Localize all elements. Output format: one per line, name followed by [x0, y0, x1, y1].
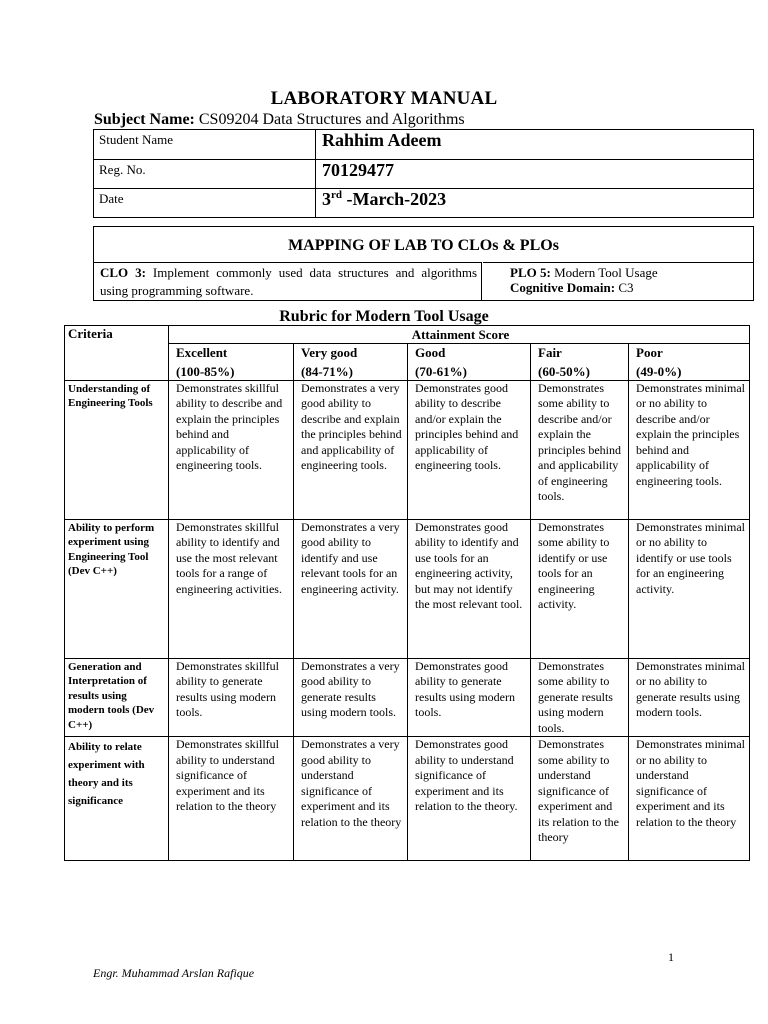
reg-no-row: [94, 160, 754, 189]
level-header-excellent: [169, 343, 294, 380]
table-row: [65, 737, 750, 861]
date-row: [94, 189, 754, 218]
date-ordinal: rd: [331, 189, 342, 201]
level-header-good: [408, 343, 531, 380]
date-day: 3: [322, 189, 331, 209]
rubric-cell: Demonstrates some ability to identify or use tools for an engineering activity.: [531, 519, 629, 658]
mapping-title: MAPPING OF LAB TO CLOs & PLOs: [288, 237, 559, 254]
rubric-cell: Demonstrates minimal or no ability to describe and/or explain the principles behind and applicability of engineering tools.: [629, 380, 750, 519]
cognitive-domain-text: C3: [615, 280, 634, 295]
table-row: [65, 380, 750, 519]
rubric-cell: Demonstrates minimal or no ability to understand significance of experiment and its relation to the theory: [629, 737, 750, 861]
rubric-cell: Demonstrates some ability to understand significance of experiment and its relation to the theory: [531, 737, 629, 861]
reg-no-value: 70129477: [316, 160, 754, 189]
rubric-cell: Demonstrates a very good ability to understand significance of experiment and its relation to the theory: [294, 737, 408, 861]
footer-author: Engr. Muhammad Arslan Rafique: [93, 966, 255, 980]
info-label: Reg. No.: [94, 160, 316, 189]
attainment-score-header: Attainment Score: [169, 326, 750, 344]
page-number: 1: [668, 950, 674, 964]
rubric-cell: Demonstrates good ability to generate results using modern tools.: [408, 658, 531, 737]
cognitive-domain-label: Cognitive Domain:: [510, 280, 616, 295]
level-name: Fair: [538, 344, 562, 360]
level-range: (70-61%): [415, 363, 467, 379]
rubric-cell: Demonstrates minimal or no ability to generate results using modern tools.: [629, 658, 750, 737]
plo-cell: [483, 262, 753, 300]
level-header-poor: [629, 343, 750, 380]
criterion-cell: Understanding of Engineering Tools: [65, 380, 169, 519]
rubric-table: [64, 325, 750, 861]
plo-label: PLO 5:: [510, 265, 551, 280]
criterion-cell: Ability to relate experiment with theory and its significance: [65, 737, 169, 861]
rubric-cell: Demonstrates some ability to describe and/or explain the principles behind and applicability of engineering tools.: [531, 380, 629, 519]
criterion-cell: Generation and Interpretation of results using modern tools (Dev C++): [65, 658, 169, 737]
rubric-cell: Demonstrates skillful ability to understand significance of experiment and its relation to the theory: [169, 737, 294, 861]
criterion-cell: Ability to perform experiment using Engineering Tool (Dev C++): [65, 519, 169, 658]
rubric-cell: Demonstrates minimal or no ability to identify or use tools for an engineering activity.: [629, 519, 750, 658]
subject-value: CS09204 Data Structures and Algorithms: [194, 111, 465, 128]
level-range: (60-50%): [538, 363, 590, 379]
level-range: (84-71%): [301, 363, 353, 379]
level-header-fair: [531, 343, 629, 380]
clo-plo-mapping-box: [93, 226, 754, 301]
rubric-cell: Demonstrates skillful ability to generate results using modern tools.: [169, 658, 294, 737]
student-name-row: [94, 130, 754, 160]
rubric-cell: Demonstrates some ability to generate results using modern tools.: [531, 658, 629, 737]
rubric-cell: Demonstrates a very good ability to identify and use relevant tools for an engineering activity.: [294, 519, 408, 658]
level-name: Good: [415, 344, 446, 360]
table-row: [65, 658, 750, 737]
info-label: Date: [94, 189, 316, 218]
subject-label: Subject Name:: [94, 111, 195, 128]
rubric-cell: Demonstrates good ability to describe and/or explain the principles behind and applicability of engineering tools.: [408, 380, 531, 519]
page-title: LABORATORY MANUAL: [270, 88, 498, 109]
table-row: [65, 519, 750, 658]
level-name: Excellent: [176, 344, 228, 360]
level-range: (49-0%): [636, 363, 682, 379]
level-range: (100-85%): [176, 363, 235, 379]
rubric-header-row: [65, 326, 750, 344]
rubric-cell: Demonstrates skillful ability to identify and use the most relevant tools for a range of engineering activities.: [169, 519, 294, 658]
level-name: Very good: [301, 344, 358, 360]
clo-label: CLO 3:: [100, 265, 146, 280]
level-header-very-good: [294, 343, 408, 380]
rubric-cell: Demonstrates good ability to identify and use tools for an engineering activity, but may not identify the most relevant tool.: [408, 519, 531, 658]
student-info-table: [93, 129, 754, 218]
clo-cell: [94, 262, 482, 300]
criteria-header: Criteria: [65, 326, 169, 381]
date-rest: -March-2023: [342, 189, 447, 209]
clo-text: Implement commonly used data structures and algorithms using programming software.: [100, 265, 477, 298]
date-value: [316, 189, 754, 218]
rubric-title: Rubric for Modern Tool Usage: [279, 308, 489, 325]
info-label: Student Name: [94, 130, 316, 160]
rubric-cell: Demonstrates a very good ability to generate results using modern tools.: [294, 658, 408, 737]
subject-line: [94, 111, 465, 129]
rubric-cell: Demonstrates a very good ability to describe and explain the principles behind and applicability of engineering tools.: [294, 380, 408, 519]
rubric-cell: Demonstrates skillful ability to describe and explain the principles behind and applicability of engineering tools.: [169, 380, 294, 519]
student-name-value: Rahhim Adeem: [316, 130, 754, 160]
rubric-cell: Demonstrates good ability to understand significance of experiment and its relation to the theory.: [408, 737, 531, 861]
plo-text: Modern Tool Usage: [550, 265, 658, 280]
level-name: Poor: [636, 344, 663, 360]
